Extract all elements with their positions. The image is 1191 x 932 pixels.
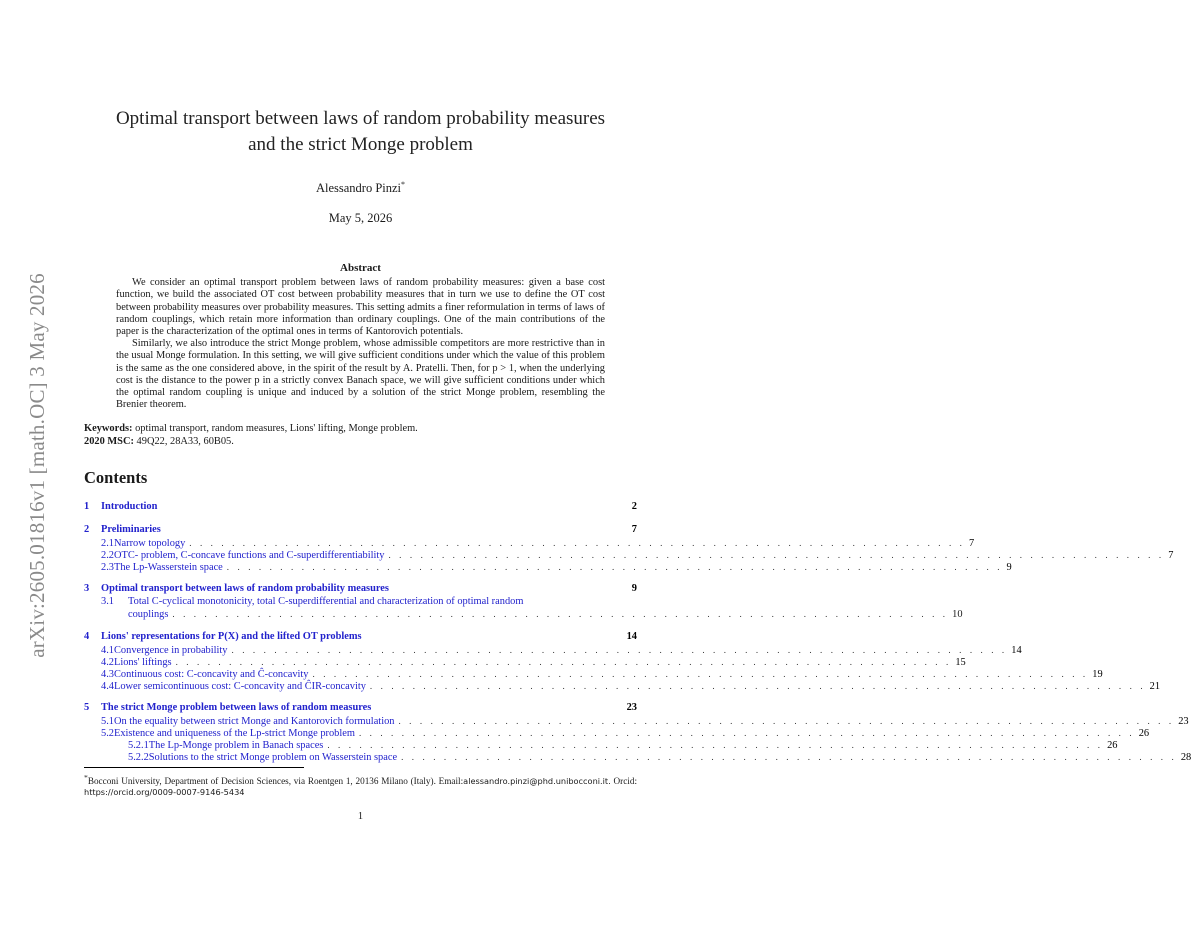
- toc-page: 2: [631, 501, 637, 513]
- toc-page: 14: [626, 631, 637, 643]
- toc-link[interactable]: Lions' liftings: [114, 657, 172, 669]
- toc-leader-dots: . . . . . . . . . . . . . . . . . . . . . . . . . . . . . . . . . . . . . . . . . . . . . . . . . . . . . . . . . . . . . . . . . . . . . . . . .: [388, 550, 1165, 561]
- toc-link[interactable]: Total C-cyclical monotonicity, total C-superdifferential and characterization of optimal random: [128, 596, 524, 608]
- title-line-2: and the strict Monge problem: [248, 134, 473, 155]
- keywords-value: optimal transport, random measures, Lions' lifting, Monge problem.: [135, 423, 418, 435]
- footnote: [84, 772, 637, 798]
- toc-link[interactable]: The Lp-Wasserstein space: [114, 562, 223, 574]
- toc-page: 19: [1092, 669, 1103, 681]
- footnote-email-label: Email:: [438, 776, 464, 787]
- contents-heading: Contents: [84, 468, 148, 488]
- toc-section-5[interactable]: [84, 701, 637, 715]
- toc-page: 10: [952, 609, 963, 621]
- toc-page: 7: [631, 524, 637, 536]
- toc-subsubsection-5-2-2[interactable]: [84, 751, 1191, 764]
- toc-page: 23: [1178, 716, 1189, 728]
- toc-page: 15: [955, 657, 966, 669]
- abstract-paragraph-2: Similarly, we also introduce the strict Monge problem, whose admissible competitors are more restrictive than in the usual Monge formulation. In this setting, we will give sufficient conditions under which the value of this problem is the same as the one considered above, in the spirit of the result by A. Pratelli. Then, for p > 1, when the underlying cost is the distance to the power p in a strictly convex Banach space, we will give sufficient conditions under which the optimal random coupling is unique and induced by a solution of the strict Monge problem, resembling the Brenier theorem.: [116, 338, 605, 411]
- toc-link[interactable]: Narrow topology: [114, 538, 186, 550]
- toc-number: 5: [84, 702, 90, 714]
- toc-subsection-2-2[interactable]: [84, 549, 1174, 562]
- toc-leader-dots: . . . . . . . . . . . . . . . . . . . . . . . . . . . . . . . . . . . . . . . . . . . . . . . . . . . . . . . . . . . . . . . . . . . . . . . . .: [369, 681, 1146, 692]
- toc-subsection-3-1[interactable]: [84, 596, 963, 621]
- toc-section-3[interactable]: [84, 582, 637, 596]
- toc-section-1[interactable]: [84, 500, 637, 514]
- toc-number: 5.2: [101, 728, 114, 740]
- toc-subsection-2-3[interactable]: [84, 561, 1012, 574]
- toc-leader-dots: . . . . . . . . . . . . . . . . . . . . . . . . . . . . . . . . . . . . . . . . . . . . . . . . . . . . . . . . . . . . . . . . . . . . . . . . .: [401, 752, 1177, 763]
- toc-page: 26: [1138, 728, 1150, 740]
- abstract-heading: Abstract: [340, 262, 381, 275]
- toc-link[interactable]: Solutions to the strict Monge problem on Wasserstein space: [148, 752, 398, 764]
- paper-metadata: [84, 423, 637, 448]
- toc-link[interactable]: Continuous cost: C-concavity and Ĉ-concavity: [114, 669, 309, 681]
- toc-number: 5.2.2: [128, 752, 149, 764]
- toc-leader-dots: . . . . . . . . . . . . . . . . . . . . . . . . . . . . . . . . . . . . . . . . . . . . . . . . . . . . . . . . . . . . . . . . . . . . . . . . .: [327, 740, 1104, 751]
- toc-number: 2.3: [101, 562, 114, 574]
- toc-leader-dots: . . . . . . . . . . . . . . . . . . . . . . . . . . . . . . . . . . . . . . . . . . . . . . . . . . . . . . . . . . . . . . . . . . . . . . . . .: [189, 538, 966, 549]
- table-of-contents: [84, 500, 1191, 764]
- keywords-label: Keywords:: [84, 423, 133, 435]
- keywords-line: [84, 423, 637, 435]
- toc-number: 4.1: [101, 645, 114, 657]
- abstract: [116, 277, 605, 411]
- paper-page: [84, 0, 1191, 822]
- toc-number: 4.4: [101, 681, 114, 693]
- arxiv-identifier: arXiv:2605.01816v1 [math.OC] 3 May 2026: [24, 272, 49, 658]
- page-number: 1: [357, 810, 364, 822]
- toc-page: 26: [1107, 740, 1118, 752]
- toc-link[interactable]: Existence and uniqueness of the Lp-strict Monge problem: [114, 728, 355, 740]
- toc-number: 4.3: [101, 669, 114, 681]
- toc-subsection-2-1[interactable]: [84, 537, 975, 550]
- toc-page: 14: [1011, 645, 1022, 657]
- footnote-orcid-label: Orcid:: [613, 776, 638, 787]
- toc-section-4[interactable]: [84, 630, 637, 644]
- toc-page: 23: [626, 702, 637, 714]
- paper-title: [84, 106, 637, 158]
- author-footnote-mark: *: [401, 180, 406, 189]
- toc-link[interactable]: Lower semicontinuous cost: C-concavity and ĈIR-concavity: [114, 681, 366, 693]
- toc-page: 9: [631, 583, 637, 595]
- toc-link[interactable]: On the equality between strict Monge and Kantorovich formulation: [114, 716, 395, 728]
- toc-leader-dots: . . . . . . . . . . . . . . . . . . . . . . . . . . . . . . . . . . . . . . . . . . . . . . . . . . . . . . . . . . . . . . . . . . . . . . . . .: [172, 609, 949, 620]
- toc-page: 28: [1180, 752, 1191, 764]
- toc-subsection-5-1[interactable]: [84, 715, 1189, 728]
- msc-value: 49Q22, 28A33, 60B05.: [136, 435, 234, 447]
- toc-leader-dots: . . . . . . . . . . . . . . . . . . . . . . . . . . . . . . . . . . . . . . . . . . . . . . . . . . . . . . . . . . . . . . . . . . . . . . . . .: [175, 657, 952, 668]
- toc-subsection-5-2[interactable]: [84, 727, 1150, 740]
- toc-link[interactable]: Introduction: [101, 501, 158, 513]
- toc-subsection-4-4[interactable]: [84, 680, 1161, 693]
- arxiv-side-label: [20, 248, 54, 682]
- toc-leader-dots: . . . . . . . . . . . . . . . . . . . . . . . . . . . . . . . . . . . . . . . . . . . . . . . . . . . . . . . . . . . . . . . . . . . . . . . . .: [398, 716, 1175, 727]
- toc-page: 21: [1149, 681, 1161, 693]
- toc-page: 9: [1006, 562, 1012, 574]
- toc-number: 3: [84, 583, 90, 595]
- toc-number: 4: [84, 631, 90, 643]
- toc-link[interactable]: Lions' representations for P(X) and the lifted OT problems: [101, 631, 362, 643]
- footnote-mark: *: [84, 773, 88, 783]
- toc-number: 2: [84, 524, 90, 536]
- msc-label: 2020 MSC:: [84, 435, 134, 447]
- abstract-paragraph-1: We consider an optimal transport problem between laws of random probability measures: given a base cost function, we build the associated OT cost between probability measures that in turn we use to define the OT cost between probability measures over probability measures. This setting admits a finer reformulation in terms of laws of random couplings, which retain more information than ordinary couplings. One of the main contributions of the paper is the characterization of the optimal ones in terms of Kantorovich potentials.: [116, 277, 605, 337]
- toc-number: 5.1: [101, 716, 114, 728]
- toc-number: 1: [84, 501, 90, 513]
- msc-line: [84, 436, 637, 448]
- toc-link[interactable]: OTC- problem, C-concave functions and C-superdifferentiability: [114, 550, 385, 562]
- author: [84, 180, 637, 196]
- toc-link[interactable]: Convergence in probability: [114, 645, 228, 657]
- toc-number: 5.2.1: [128, 740, 149, 752]
- toc-leader-dots: . . . . . . . . . . . . . . . . . . . . . . . . . . . . . . . . . . . . . . . . . . . . . . . . . . . . . . . . . . . . . . . . . . . . . . . . .: [231, 645, 1008, 656]
- toc-leader-dots: . . . . . . . . . . . . . . . . . . . . . . . . . . . . . . . . . . . . . . . . . . . . . . . . . . . . . . . . . . . . . . . . . . . . . . . . .: [358, 728, 1135, 739]
- footnote-rule: [84, 767, 304, 768]
- toc-link[interactable]: Optimal transport between laws of random probability measures: [101, 583, 389, 595]
- toc-subsection-4-3[interactable]: [84, 668, 1103, 681]
- author-name: Alessandro Pinzi: [315, 181, 402, 196]
- toc-number: 2.2: [101, 550, 114, 562]
- toc-subsection-4-1[interactable]: [84, 644, 1022, 657]
- toc-page: 7: [969, 538, 975, 550]
- toc-number: 4.2: [101, 657, 114, 669]
- toc-link[interactable]: The strict Monge problem between laws of random measures: [101, 702, 372, 714]
- toc-number: 3.1: [101, 596, 114, 608]
- footnote-affiliation: Bocconi University, Department of Decision Sciences, via Roentgen 1, 20136 Milano (Italy).: [87, 776, 436, 787]
- toc-leader-dots: . . . . . . . . . . . . . . . . . . . . . . . . . . . . . . . . . . . . . . . . . . . . . . . . . . . . . . . . . . . . . . . . . . . . . . . . .: [226, 562, 1003, 573]
- toc-subsection-4-2[interactable]: [84, 656, 966, 669]
- toc-page: 7: [1168, 550, 1174, 562]
- title-line-1: Optimal transport between laws of random probability measures: [115, 108, 606, 129]
- footnote-orcid-link[interactable]: https://orcid.org/0009-0007-9146-5434: [84, 787, 245, 798]
- toc-link-continued[interactable]: couplings: [128, 609, 169, 621]
- footnote-email[interactable]: alessandro.pinzi@phd.unibocconi.it.: [463, 776, 611, 787]
- toc-section-2[interactable]: [84, 523, 637, 537]
- toc-link[interactable]: Preliminaries: [101, 524, 161, 536]
- toc-subsubsection-5-2-1[interactable]: [84, 739, 1118, 752]
- paper-date: May 5, 2026: [328, 211, 393, 226]
- toc-number: 2.1: [101, 538, 114, 550]
- toc-link[interactable]: The Lp-Monge problem in Banach spaces: [148, 740, 324, 752]
- toc-leader-dots: . . . . . . . . . . . . . . . . . . . . . . . . . . . . . . . . . . . . . . . . . . . . . . . . . . . . . . . . . . . . . . . . . . . . . . . . .: [312, 669, 1089, 680]
- toc-wrapped-entry: [128, 596, 963, 621]
